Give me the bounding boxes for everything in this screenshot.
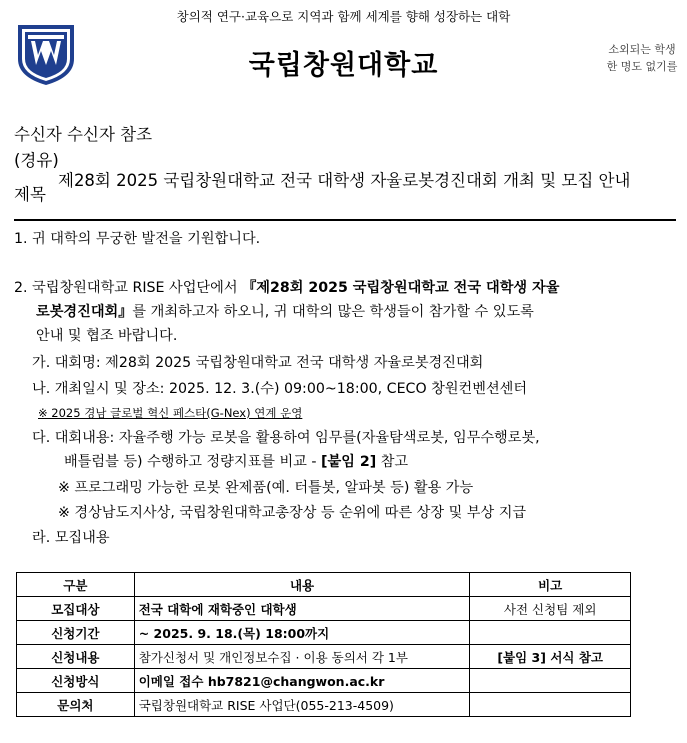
paragraph-2-line-3: 안내 및 협조 바랍니다.: [36, 328, 178, 344]
row-note: [470, 621, 631, 645]
p2-contest-title-end: 로봇경진대회』: [36, 304, 133, 320]
subject: 제28회 2025 국립창원대학교 전국 대학생 자율로봇경진대회 개최 및 모집 안내: [58, 171, 631, 190]
header-category: 구분: [17, 573, 135, 597]
row-content: ~ 2025. 9. 18.(목) 18:00까지: [134, 621, 470, 645]
table-row: [17, 621, 631, 645]
divider: [14, 219, 676, 221]
header-note: 비고: [470, 573, 631, 597]
row-note: 사전 신청팀 제외: [470, 597, 631, 621]
table-row: [17, 669, 631, 693]
subject-label: 제목: [14, 185, 46, 204]
p2-rest: 를 개최하고자 하오니, 귀 대학의 많은 학생들이 참가할 수 있도록: [132, 304, 534, 320]
paragraph-2-line-1: [14, 277, 559, 297]
paragraph-2-line-2: [36, 301, 534, 321]
row-label: 모집대상: [17, 597, 135, 621]
slogan: 창의적 연구·교육으로 지역과 함께 세계를 향해 성장하는 대학: [176, 9, 511, 24]
item-da-line-1: 다. 대회내용: 자율주행 가능 로봇을 활용하여 임무를(자율탐색로봇, 임무수행로봇,: [32, 430, 540, 446]
item-ra: 라. 모집내용: [32, 530, 110, 546]
university-name: 국립창원대학교: [248, 50, 439, 81]
row-note: [470, 693, 631, 717]
recruitment-table: [16, 572, 631, 717]
via: (경유): [14, 151, 59, 170]
item-da-prefix: 배틀럼블 등) 수행하고 정량지표를 비교 -: [64, 454, 321, 470]
table-row: [17, 645, 631, 669]
row-note: [붙임 3] 서식 참고: [470, 645, 631, 669]
row-label: 신청기간: [17, 621, 135, 645]
item-ga: 가. 대회명: 제28회 2025 국립창원대학교 전국 대학생 자율로봇경진대회: [32, 355, 484, 371]
row-content: 이메일 접수 hb7821@changwon.ac.kr: [134, 669, 470, 693]
table-header-row: [17, 573, 631, 597]
note-gnex: ※ 2025 경남 글로벌 혁신 페스타(G-Nex) 연계 운영: [38, 406, 303, 420]
paragraph-1: 1. 귀 대학의 무궁한 발전을 기원합니다.: [14, 231, 261, 247]
item-da-suffix: 참고: [376, 454, 409, 470]
row-content: 전국 대학에 재학중인 대학생: [134, 597, 470, 621]
note-robot: ※ 프로그래밍 가능한 로봇 완제품(예. 터틀봇, 알파봇 등) 활용 가능: [58, 480, 474, 496]
row-content: 참가신청서 및 개인정보수집 · 이용 동의서 각 1부: [134, 645, 470, 669]
item-da-line-2: [64, 451, 408, 471]
row-note: [470, 669, 631, 693]
note-award: ※ 경상남도지사상, 국립창원대학교총장상 등 순위에 따른 상장 및 부상 지급: [58, 505, 527, 521]
motto-line-1: 소외되는 학생: [608, 43, 676, 56]
motto: [606, 41, 678, 75]
table-row: [17, 597, 631, 621]
row-label: 신청방식: [17, 669, 135, 693]
row-label: 신청내용: [17, 645, 135, 669]
row-label: 문의처: [17, 693, 135, 717]
p2-prefix: 2. 국립창원대학교 RISE 사업단에서: [14, 280, 243, 296]
p2-contest-title: 『제28회 2025 국립창원대학교 전국 대학생 자율: [242, 280, 560, 296]
item-da-attachment: [붙임 2]: [321, 454, 377, 470]
recipient: 수신자 수신자 참조: [14, 125, 153, 144]
item-na: 나. 개최일시 및 장소: 2025. 12. 3.(수) 09:00~18:00, CECO 창원컨벤션센터: [32, 381, 528, 397]
header-content: 내용: [134, 573, 470, 597]
row-content: 국립창원대학교 RISE 사업단(055-213-4509): [134, 693, 470, 717]
motto-line-2: 한 명도 없기를: [606, 60, 678, 73]
table-row: [17, 693, 631, 717]
